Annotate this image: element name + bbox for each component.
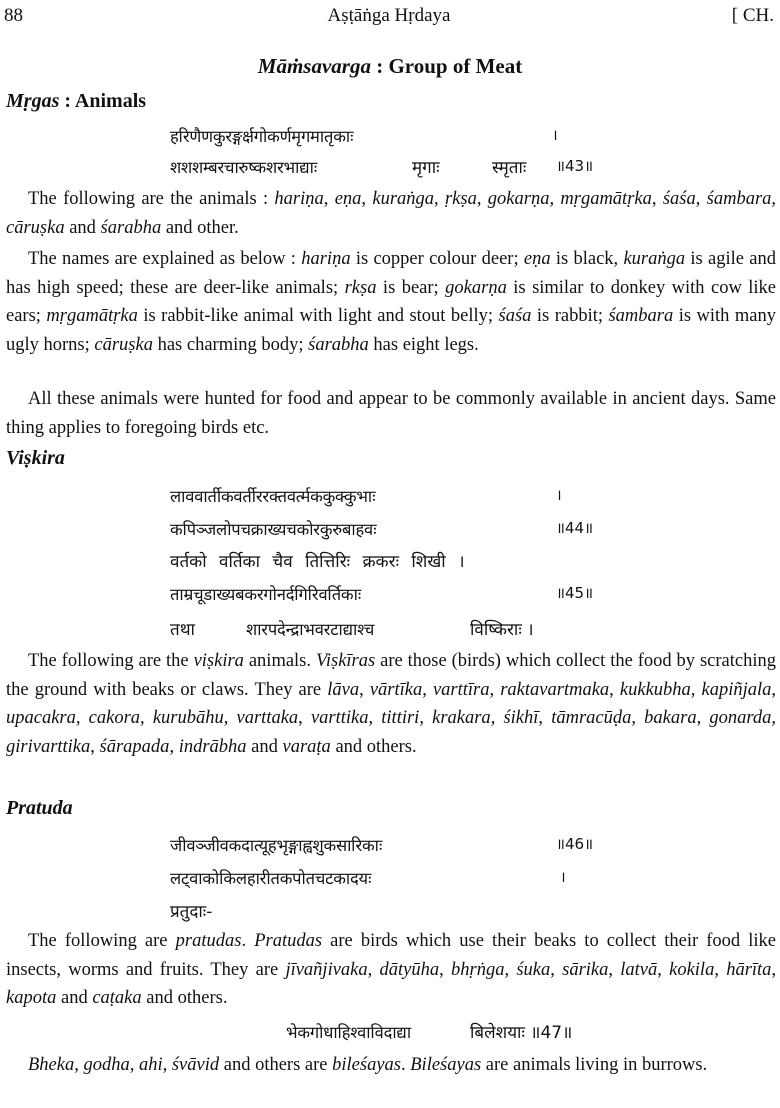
paragraph-animals-explained: The names are explained as below : hariṇa is copper colour deer; eṇa is black, kuraṅga is agile and has high speed; these are deer-like animals; rkṣa is bear; gokarṇa is similar to donkey with cow like ears; mṛgamātṛka is rabbit-like animal with light and stout belly; śaśa is rabbit; śambara is with many ugly horns; cāruṣka has charming body; śarabha has eight legs. bbox=[6, 249, 777, 355]
heading-mrgas-term: Mṛgas bbox=[6, 90, 60, 112]
verse-mark: । bbox=[556, 486, 562, 504]
verse-line: लाववार्तीकवर्तीररक्तवर्त्मककुक्कुभाः bbox=[170, 487, 376, 506]
verse-word: भेकगोधाहिश्वाविदाद्या bbox=[286, 1023, 411, 1042]
section-title bbox=[0, 54, 780, 79]
paragraph-pratuda: The following are pratudas. Pratudas are birds which use their beaks to collect their food like insects, worms and fruits. They are jīvañjivaka, dātyūha, bhṛṅga, śuka, sārika, latvā, kokila, hārīta, kapota and caṭaka and others. bbox=[6, 931, 777, 1008]
verse-line: हरिणैणकुरङ्गर्क्षगोकर्णमृगमातृकाः bbox=[170, 127, 354, 146]
verse-line: प्रतुदाः- bbox=[170, 902, 213, 922]
paragraph-viskira: The following are the viṣkira animals. Viṣkīras are those (birds) which collect the food by scratching the ground with beaks or claws. They are lāva, vārtīka, varttīra, raktavartmaka, kukkubha, kapiñjala, upacakra, cakora, kurubāhu, varttaka, varttika, tittiri, krakara, śikhī, tāmracūḍa, bakara, gonarda, girivarttika, śārapada, indrābha and varaṭa and others. bbox=[6, 651, 777, 757]
verse-number: ॥45॥ bbox=[556, 584, 594, 602]
verse-line: वर्तको वर्तिका चैव तित्तिरिः क्रकरः शिखी । bbox=[170, 552, 465, 572]
verse-line: ताम्रचूडाख्यबकरगोनर्दगिरिवर्तिकाः bbox=[170, 585, 361, 604]
verse-line: लट्वाकोकिलहारीतकपोतचटकादयः bbox=[170, 869, 372, 888]
page-header bbox=[4, 5, 774, 31]
verse-word: विष्किराः । bbox=[470, 620, 534, 640]
verse-line: शशशम्बरचारुष्कशरभाद्याः bbox=[170, 158, 318, 177]
verse-number: ॥43॥ bbox=[556, 157, 594, 175]
heading-pratuda: Pratuda bbox=[6, 797, 73, 819]
verse-mark: । bbox=[560, 868, 566, 886]
heading-mrgas bbox=[6, 90, 146, 113]
heading-mrgas-gloss: : Animals bbox=[59, 90, 147, 112]
section-title-english: : Group of Meat bbox=[370, 54, 523, 78]
verse-word: तथा bbox=[170, 620, 195, 640]
verse-word: मृगाः bbox=[412, 158, 440, 178]
verse-line: कपिञ्जलोपचक्राख्यचकोरकुरुबाहवः bbox=[170, 520, 377, 539]
verse-word: स्मृताः bbox=[492, 158, 527, 178]
verse-number: ॥46॥ bbox=[556, 835, 594, 853]
running-title: Aṣṭāṅga Hṛdaya bbox=[327, 5, 451, 26]
chapter-mark: [ CH. bbox=[731, 5, 774, 26]
verse-line: जीवञ्जीवकदात्यूहभृङ्गाह्वशुकसारिकाः bbox=[170, 836, 383, 855]
section-title-sanskrit: Māṁsavarga bbox=[257, 54, 371, 78]
verse-number: ॥44॥ bbox=[556, 519, 594, 537]
page-number: 88 bbox=[4, 5, 23, 26]
verse-word: शारपदेन्द्राभवरटाद्याश्च bbox=[246, 620, 375, 639]
heading-viskira: Viṣkira bbox=[6, 447, 65, 469]
paragraph-hunting: All these animals were hunted for food and appear to be commonly available in ancient days. Same thing applies to foregoing birds etc. bbox=[6, 389, 776, 438]
paragraph-bilesayas: Bheka, godha, ahi, śvāvid and others are bileśayas. Bileśayas are animals living in burrows. bbox=[28, 1055, 708, 1075]
paragraph-animals-list: The following are the animals : hariṇa, eṇa, kuraṅga, ṛkṣa, gokarṇa, mṛgamātṛka, śaśa, śambara, cāruṣka and śarabha and other. bbox=[6, 189, 777, 238]
verse-word: बिलेशयाः ॥47॥ bbox=[470, 1023, 573, 1043]
verse-mark: । bbox=[552, 126, 558, 144]
